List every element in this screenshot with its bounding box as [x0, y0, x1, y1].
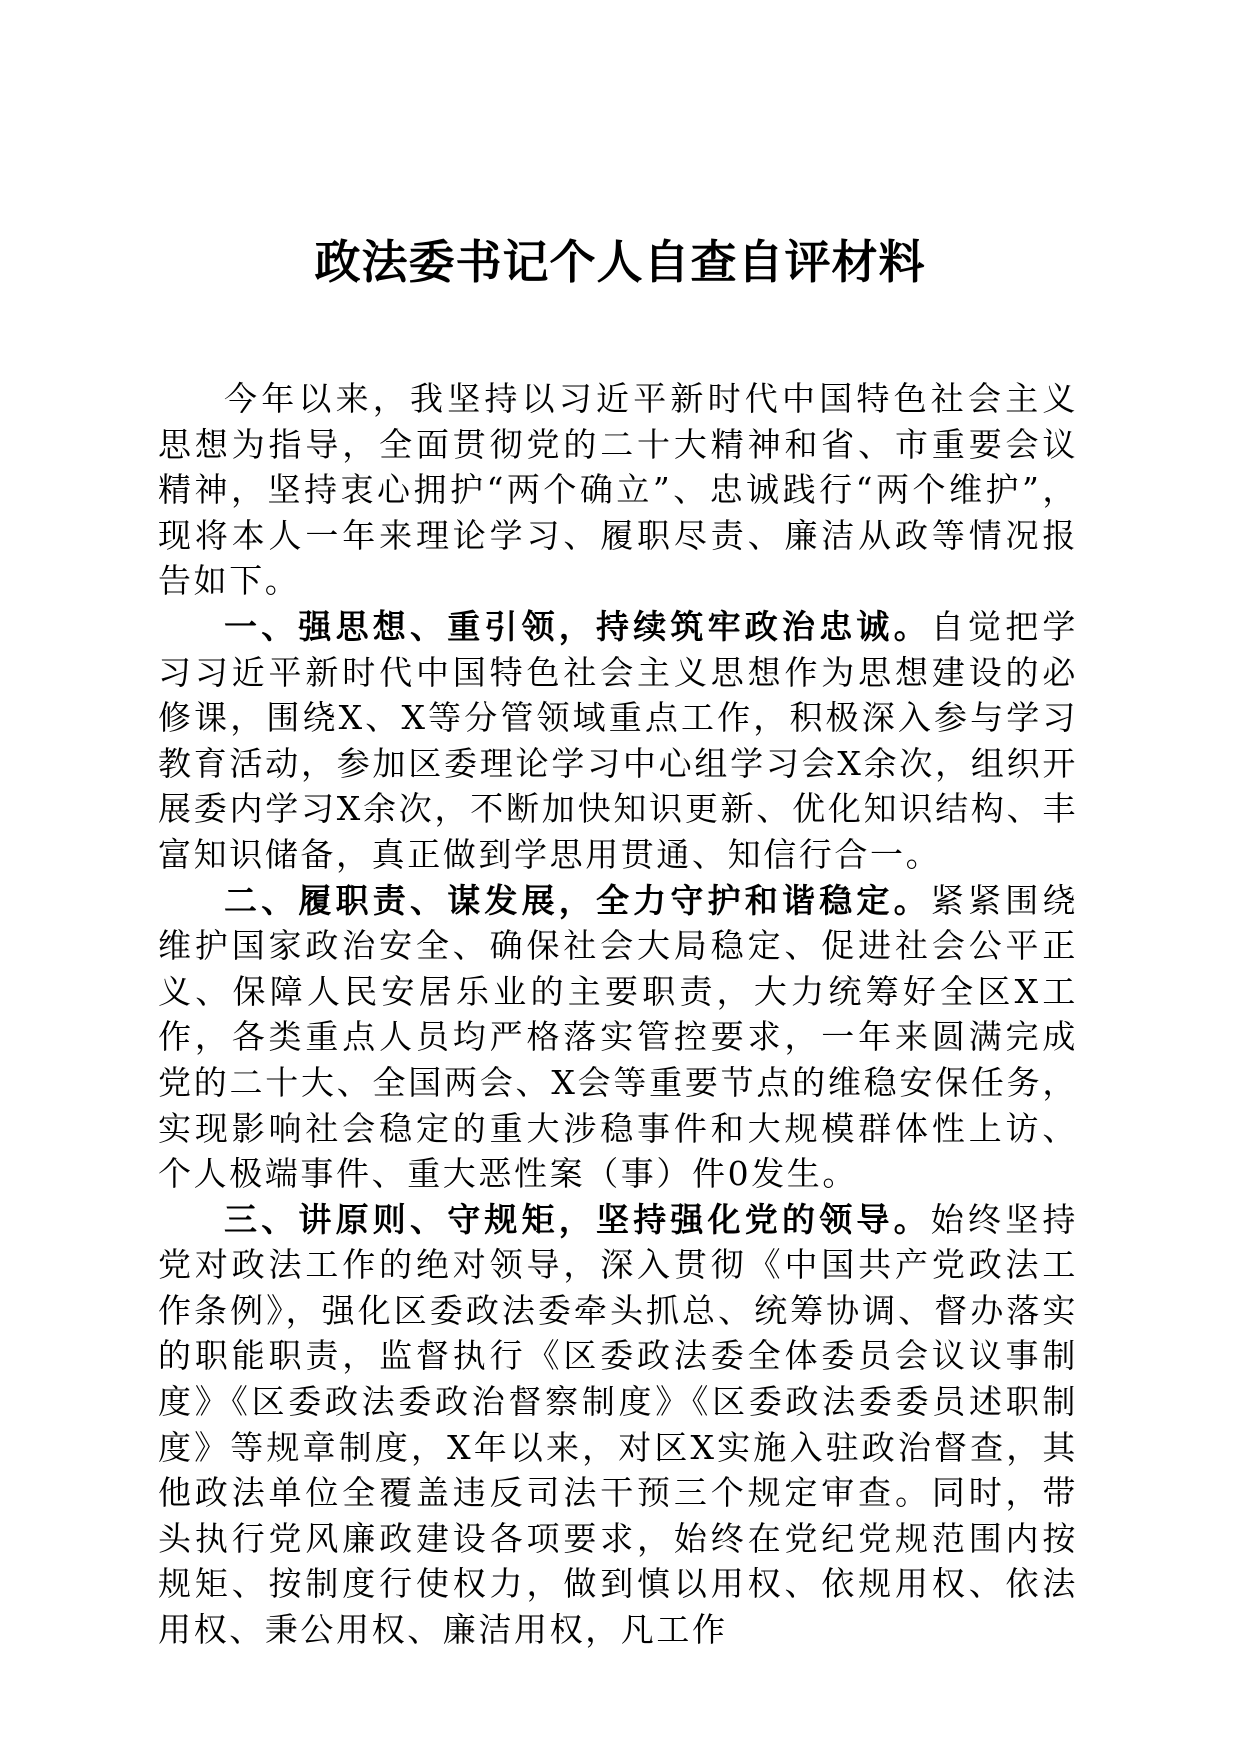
section-text-2: 紧紧围绕维护国家政治安全、确保社会大局稳定、促进社会公平正义、保障人民安居乐业的主要职责，大力统筹好全区X工作，各类重点人员均严格落实管控要求，一年来圆满完成党的二十大、全国两会、X会等重要节点的维稳安保任务，实现影响社会稳定的重大涉稳事件和大规模群体性上访、个人极端事件、重大恶性案（事）件0发生。 [158, 880, 1078, 1194]
section-heading-3: 三、讲原则、守规矩，坚持强化党的领导。 [224, 1199, 931, 1239]
section-text-1: 自觉把学习习近平新时代中国特色社会主义思想作为思想建设的必修课，围绕X、X等分管领域重点工作，积极深入参与学习教育活动，参加区委理论学习中心组学习会X余次，组织开展委内学习X余次，不断加快知识更新、优化知识结构、丰富知识储备，真正做到学思用贯通、知信行合一。 [158, 606, 1078, 874]
section-paragraph-3 [158, 1197, 1078, 1653]
section-heading-2: 二、履职责、谋发展，全力守护和谐稳定。 [224, 880, 931, 920]
document-title: 政法委书记个人自查自评材料 [314, 235, 926, 289]
intro-paragraph: 今年以来，我坚持以习近平新时代中国特色社会主义思想为指导，全面贯彻党的二十大精神和省、市重要会议精神，坚持衷心拥护“两个确立”、忠诚践行“两个维护”，现将本人一年来理论学习、履职尽责、廉洁从政等情况报告如下。 [158, 379, 1078, 601]
section-paragraph-2 [158, 878, 1078, 1197]
section-text-3: 始终坚持党对政法工作的绝对领导，深入贯彻《中国共产党政法工作条例》，强化区委政法委牵头抓总、统筹协调、督办落实的职能职责，监督执行《区委政法委全体委员会议议事制度》《区委政法委政治督察制度》《区委政法委委员述职制度》等规章制度，X年以来，对区X实施入驻政治督查，其他政法单位全覆盖违反司法干预三个规定审查。同时，带头执行党风廉政建设各项要求，始终在党纪党规范围内按规矩、按制度行使权力，做到慎以用权、依规用权、依法用权、秉公用权、廉洁用权，凡工作 [158, 1199, 1078, 1650]
section-heading-1: 一、强思想、重引领，持续筑牢政治忠诚。 [224, 606, 931, 646]
section-paragraph-1 [158, 604, 1078, 878]
document-body [158, 376, 1078, 1653]
